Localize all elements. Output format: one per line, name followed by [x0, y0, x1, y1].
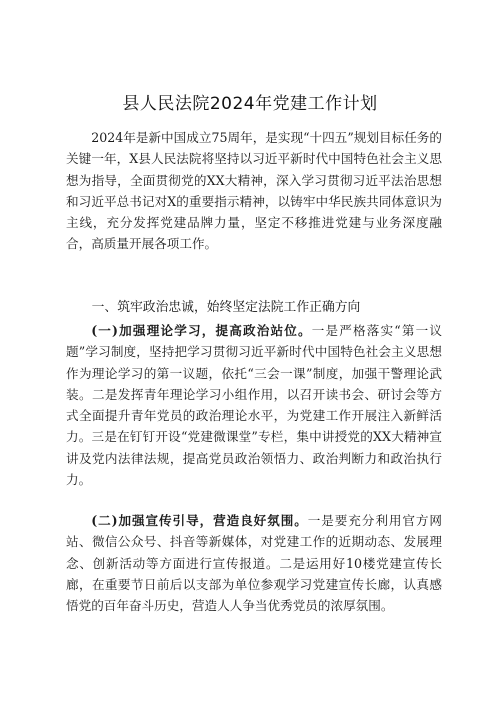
subsection-2-text [66, 510, 442, 616]
subsection-1-text [66, 320, 442, 490]
section-1-heading: 一、筑牢政治忠诚，始终坚定法院工作正确方向 [91, 300, 361, 315]
intro-paragraph [66, 127, 442, 255]
subsection-2-paragraph [66, 510, 442, 616]
document-title: 县人民法院2024年党建工作计划 [122, 94, 378, 114]
subsection-1-heading: (一)加强理论学习，提高政治站位。 [91, 323, 312, 338]
subsection-1-paragraph [66, 320, 442, 490]
intro-text: 2024年是新中国成立75周年，是实现“十四五”规划目标任务的关键一年，X县人民法院将坚持以习近平新时代中国特色社会主义思想为指导，全面贯彻党的XX大精神，深入学习贯彻习近平法治思想和习近平总书记对X的重要指示精神，以铸牢中华民族共同体意识为主线，充分发挥党建品牌力量，坚定不移推进党建与业务深度融合，高质量开展各项工作。 [66, 130, 442, 252]
subsection-1-body: 一是严格落实“第一议题”学习制度，坚持把学习贯彻习近平新时代中国特色社会主义思想作为理论学习的第一议题，依托“三会一课”制度，加强干警理论武装。二是发挥青年理论学习小组作用，以召开读书会、研讨会等方式全面提升青年党员的政治理论水平，为党建工作开展注入新鲜活力。三是在钉钉开设“党建微课堂”专栏，集中讲授党的XX大精神宣讲及党内法律法规，提高党员政治领悟力、政治判断力和政治执行力。 [66, 323, 442, 488]
subsection-2-body: 一是要充分利用官方网站、微信公众号、抖音等新媒体，对党建工作的近期动态、发展理念、创新活动等方面进行宣传报道。二是运用好10楼党建宣传长廊，在重要节日前后以支部为单位参观学习党建宣传长廊，认真感悟党的百年奋斗历史，营造人人争当优秀党员的浓厚氛围。 [66, 513, 442, 614]
subsection-2-heading: (二)加强宣传引导，营造良好氛围。 [91, 513, 308, 528]
